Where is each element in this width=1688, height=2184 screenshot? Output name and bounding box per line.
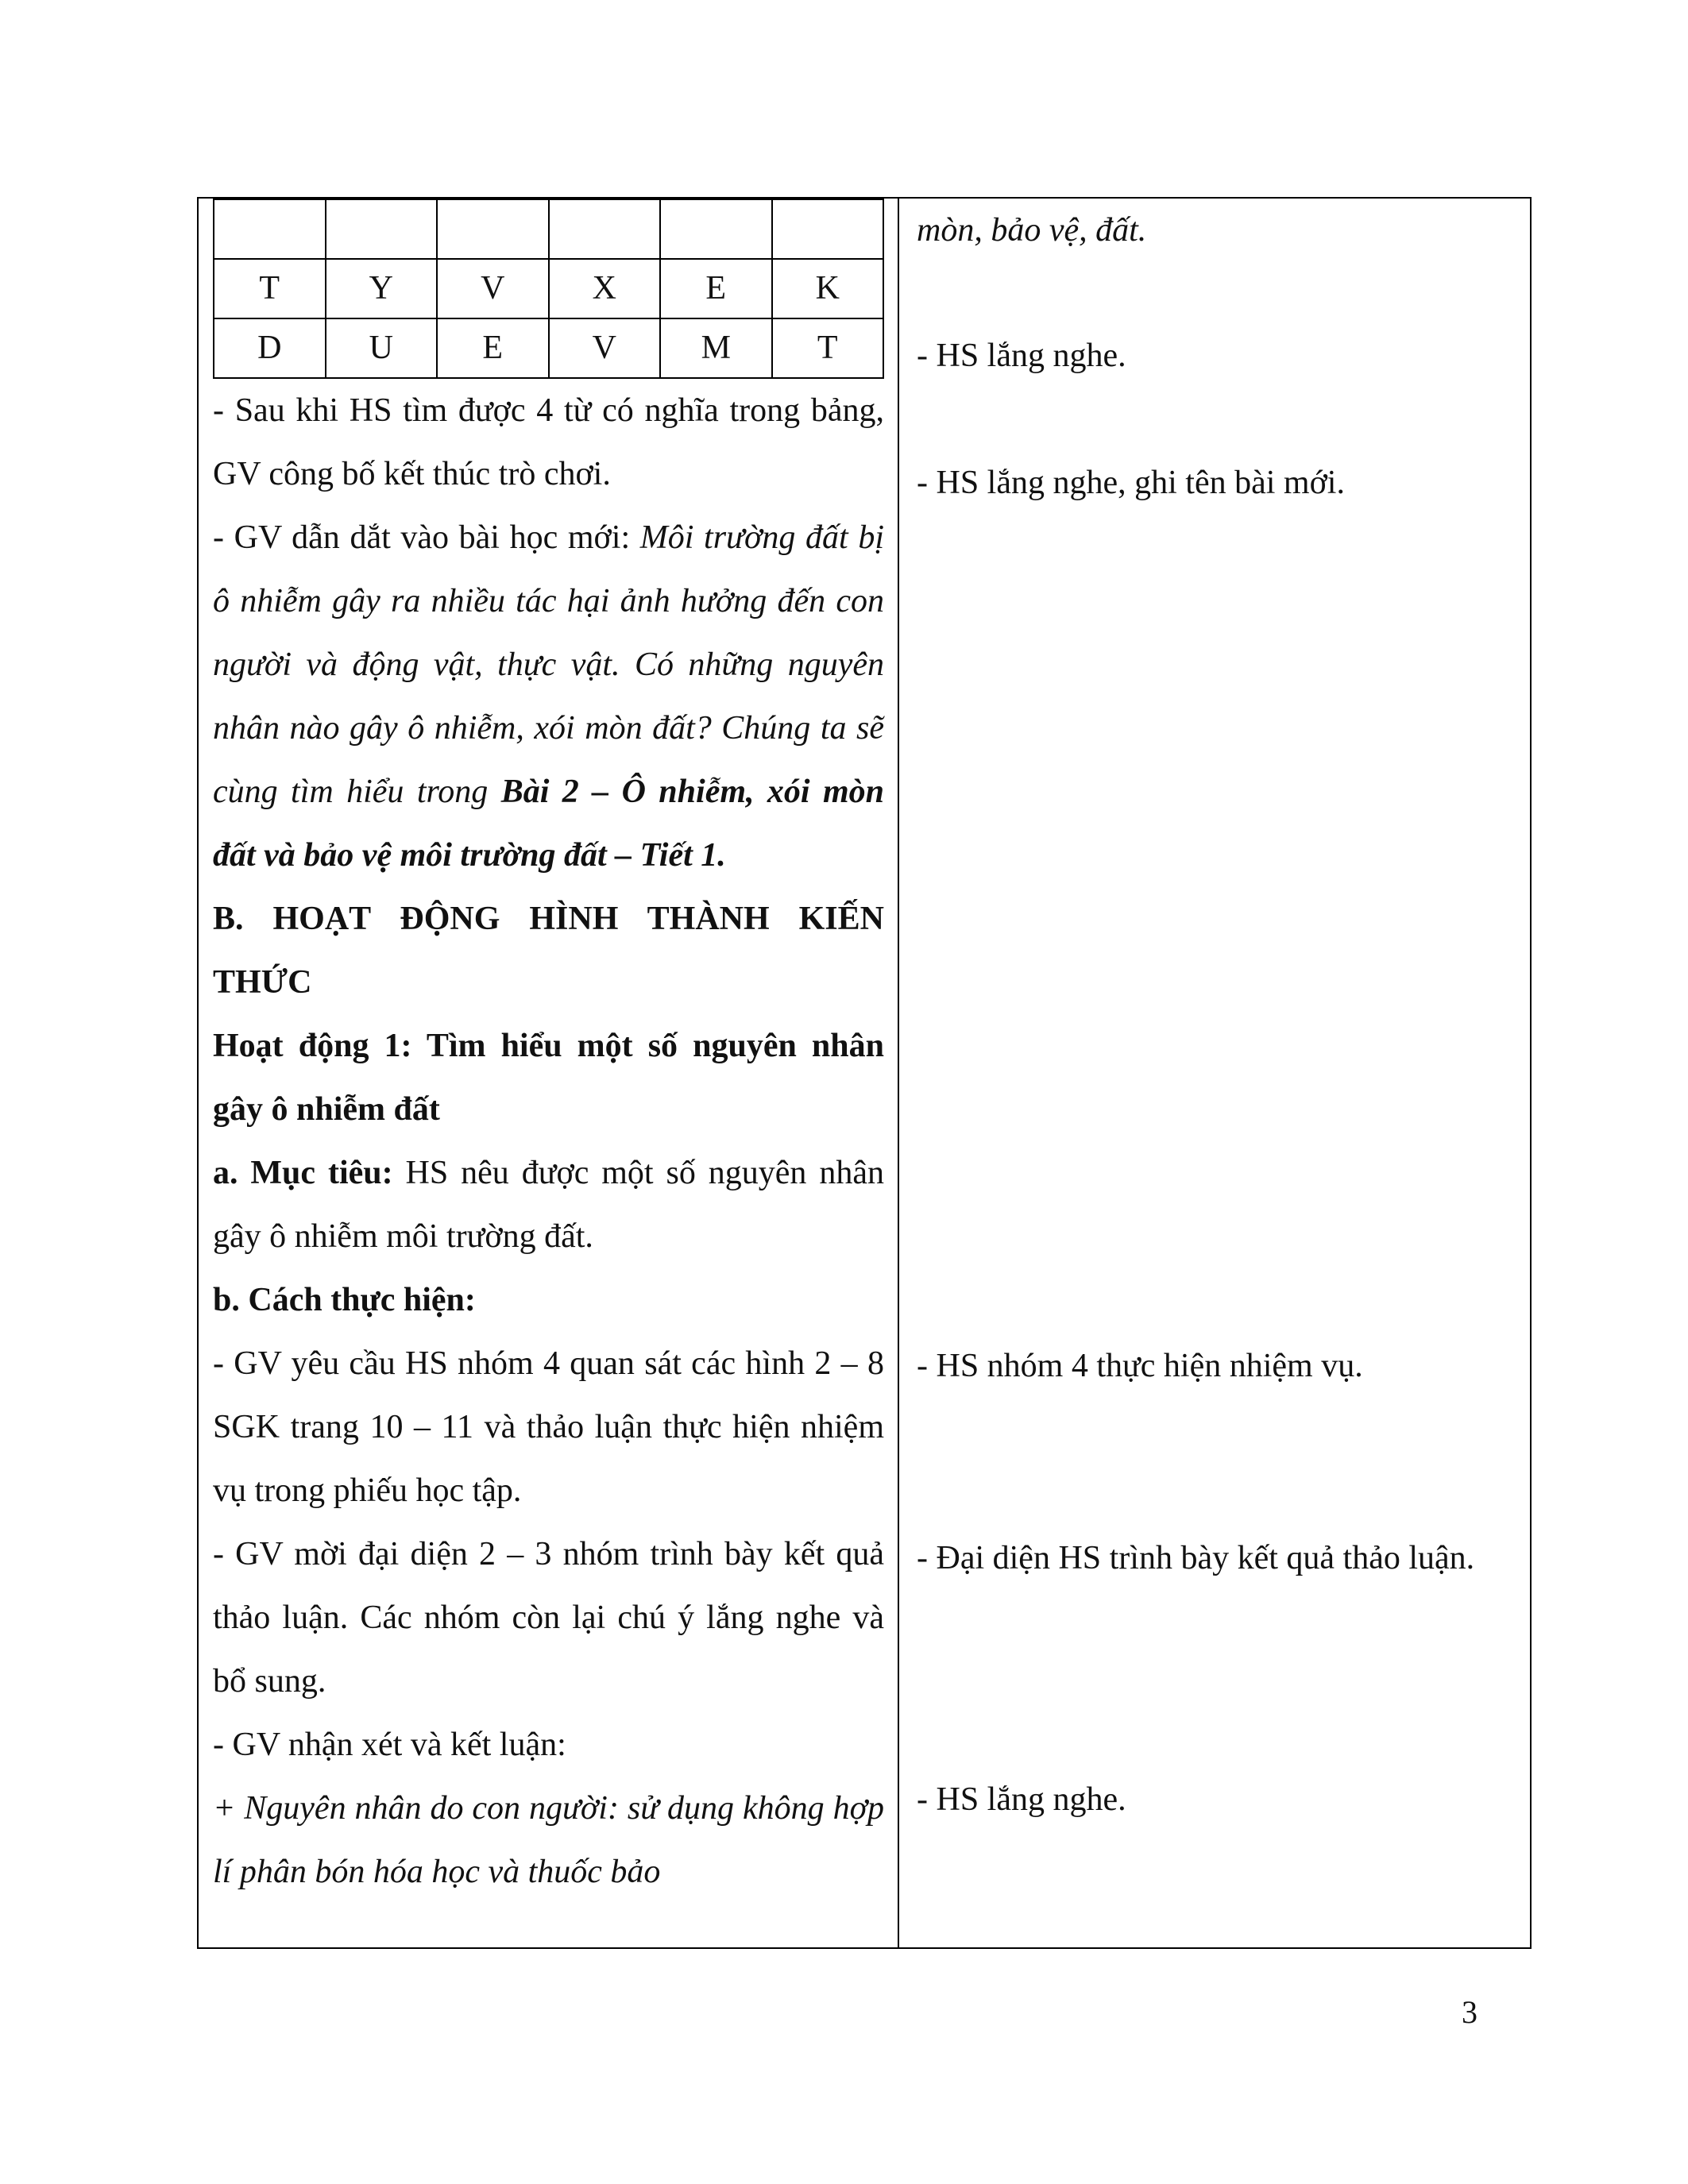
section-heading-b: B. HOẠT ĐỘNG HÌNH THÀNH KIẾN THỨC <box>213 901 884 1001</box>
game-end-paragraph: - Sau khi HS tìm được 4 từ có nghĩa trong bảng, GV công bố kết thúc trò chơi. <box>213 392 884 492</box>
student-line-4: - Đại diện HS trình bày kết quả thảo luận. <box>917 1540 1475 1576</box>
grid-cell: U <box>326 318 438 378</box>
grid-cell: M <box>660 318 772 378</box>
grid-cell: E <box>660 259 772 318</box>
grid-cell: V <box>549 318 661 378</box>
student-line-5: - HS lắng nghe. <box>917 1781 1126 1818</box>
grid-cell <box>772 199 884 259</box>
method-step-4: + Nguyên nhân do con người: sử dụng không hợp lí phân bón hóa học và thuốc bảo <box>213 1790 884 1890</box>
grid-cell <box>549 199 661 259</box>
grid-row <box>214 199 883 259</box>
grid-cell <box>437 199 549 259</box>
grid-cell: Y <box>326 259 438 318</box>
word-grid <box>213 199 884 379</box>
grid-cell: E <box>437 318 549 378</box>
grid-cell <box>326 199 438 259</box>
method-step-3: - GV nhận xét và kết luận: <box>213 1727 566 1763</box>
teacher-activity-column <box>213 199 884 1904</box>
lesson-intro-paragraph <box>213 506 884 887</box>
grid-row <box>214 318 883 378</box>
method-step-1: - GV yêu cầu HS nhóm 4 quan sát các hình 2 – 8 SGK trang 10 – 11 và thảo luận thực hiện nhiệm vụ trong phiếu học tập. <box>213 1345 884 1509</box>
lesson-intro-lead: - GV dẫn dắt vào bài học mới: <box>213 519 640 556</box>
method-step-2: - GV mời đại diện 2 – 3 nhóm trình bày kết quả thảo luận. Các nhóm còn lại chú ý lắng nghe và bổ sung. <box>213 1536 884 1700</box>
activity-1-heading: Hoạt động 1: Tìm hiểu một số nguyên nhân gây ô nhiễm đất <box>213 1028 884 1128</box>
grid-cell: K <box>772 259 884 318</box>
student-line-2: - HS lắng nghe, ghi tên bài mới. <box>917 465 1345 501</box>
student-line-0: mòn, bảo vệ, đất. <box>917 212 1147 249</box>
grid-cell: X <box>549 259 661 318</box>
student-line-3: - HS nhóm 4 thực hiện nhiệm vụ. <box>917 1348 1363 1384</box>
page-number: 3 <box>1462 1994 1477 2030</box>
grid-cell: D <box>214 318 326 378</box>
goal-paragraph <box>213 1141 884 1268</box>
goal-label: a. Mục tiêu: <box>213 1155 393 1191</box>
lesson-table <box>197 197 1532 1949</box>
student-line-1: - HS lắng nghe. <box>917 338 1126 374</box>
method-label: b. Cách thực hiện: <box>213 1282 476 1318</box>
grid-cell: T <box>214 259 326 318</box>
grid-cell <box>214 199 326 259</box>
grid-cell <box>660 199 772 259</box>
grid-row <box>214 259 883 318</box>
goal-text: HS nêu được một số nguyên nhân gây ô nhiễm môi trường đất. <box>213 1155 884 1255</box>
grid-cell: T <box>772 318 884 378</box>
lesson-title: Bài 2 – Ô nhiễm, xói mòn đất và bảo vệ môi trường đất – Tiết 1. <box>213 774 885 874</box>
lesson-intro-italic: Môi trường đất bị ô nhiễm gây ra nhiều tác hại ảnh hưởng đến con người và động vật, thực vật. Có những nguyên nhân nào gây ô nhiễm, xói mòn đất? Chúng ta sẽ cùng tìm hiểu trong <box>213 519 884 810</box>
grid-cell: V <box>437 259 549 318</box>
column-divider <box>898 199 899 1947</box>
